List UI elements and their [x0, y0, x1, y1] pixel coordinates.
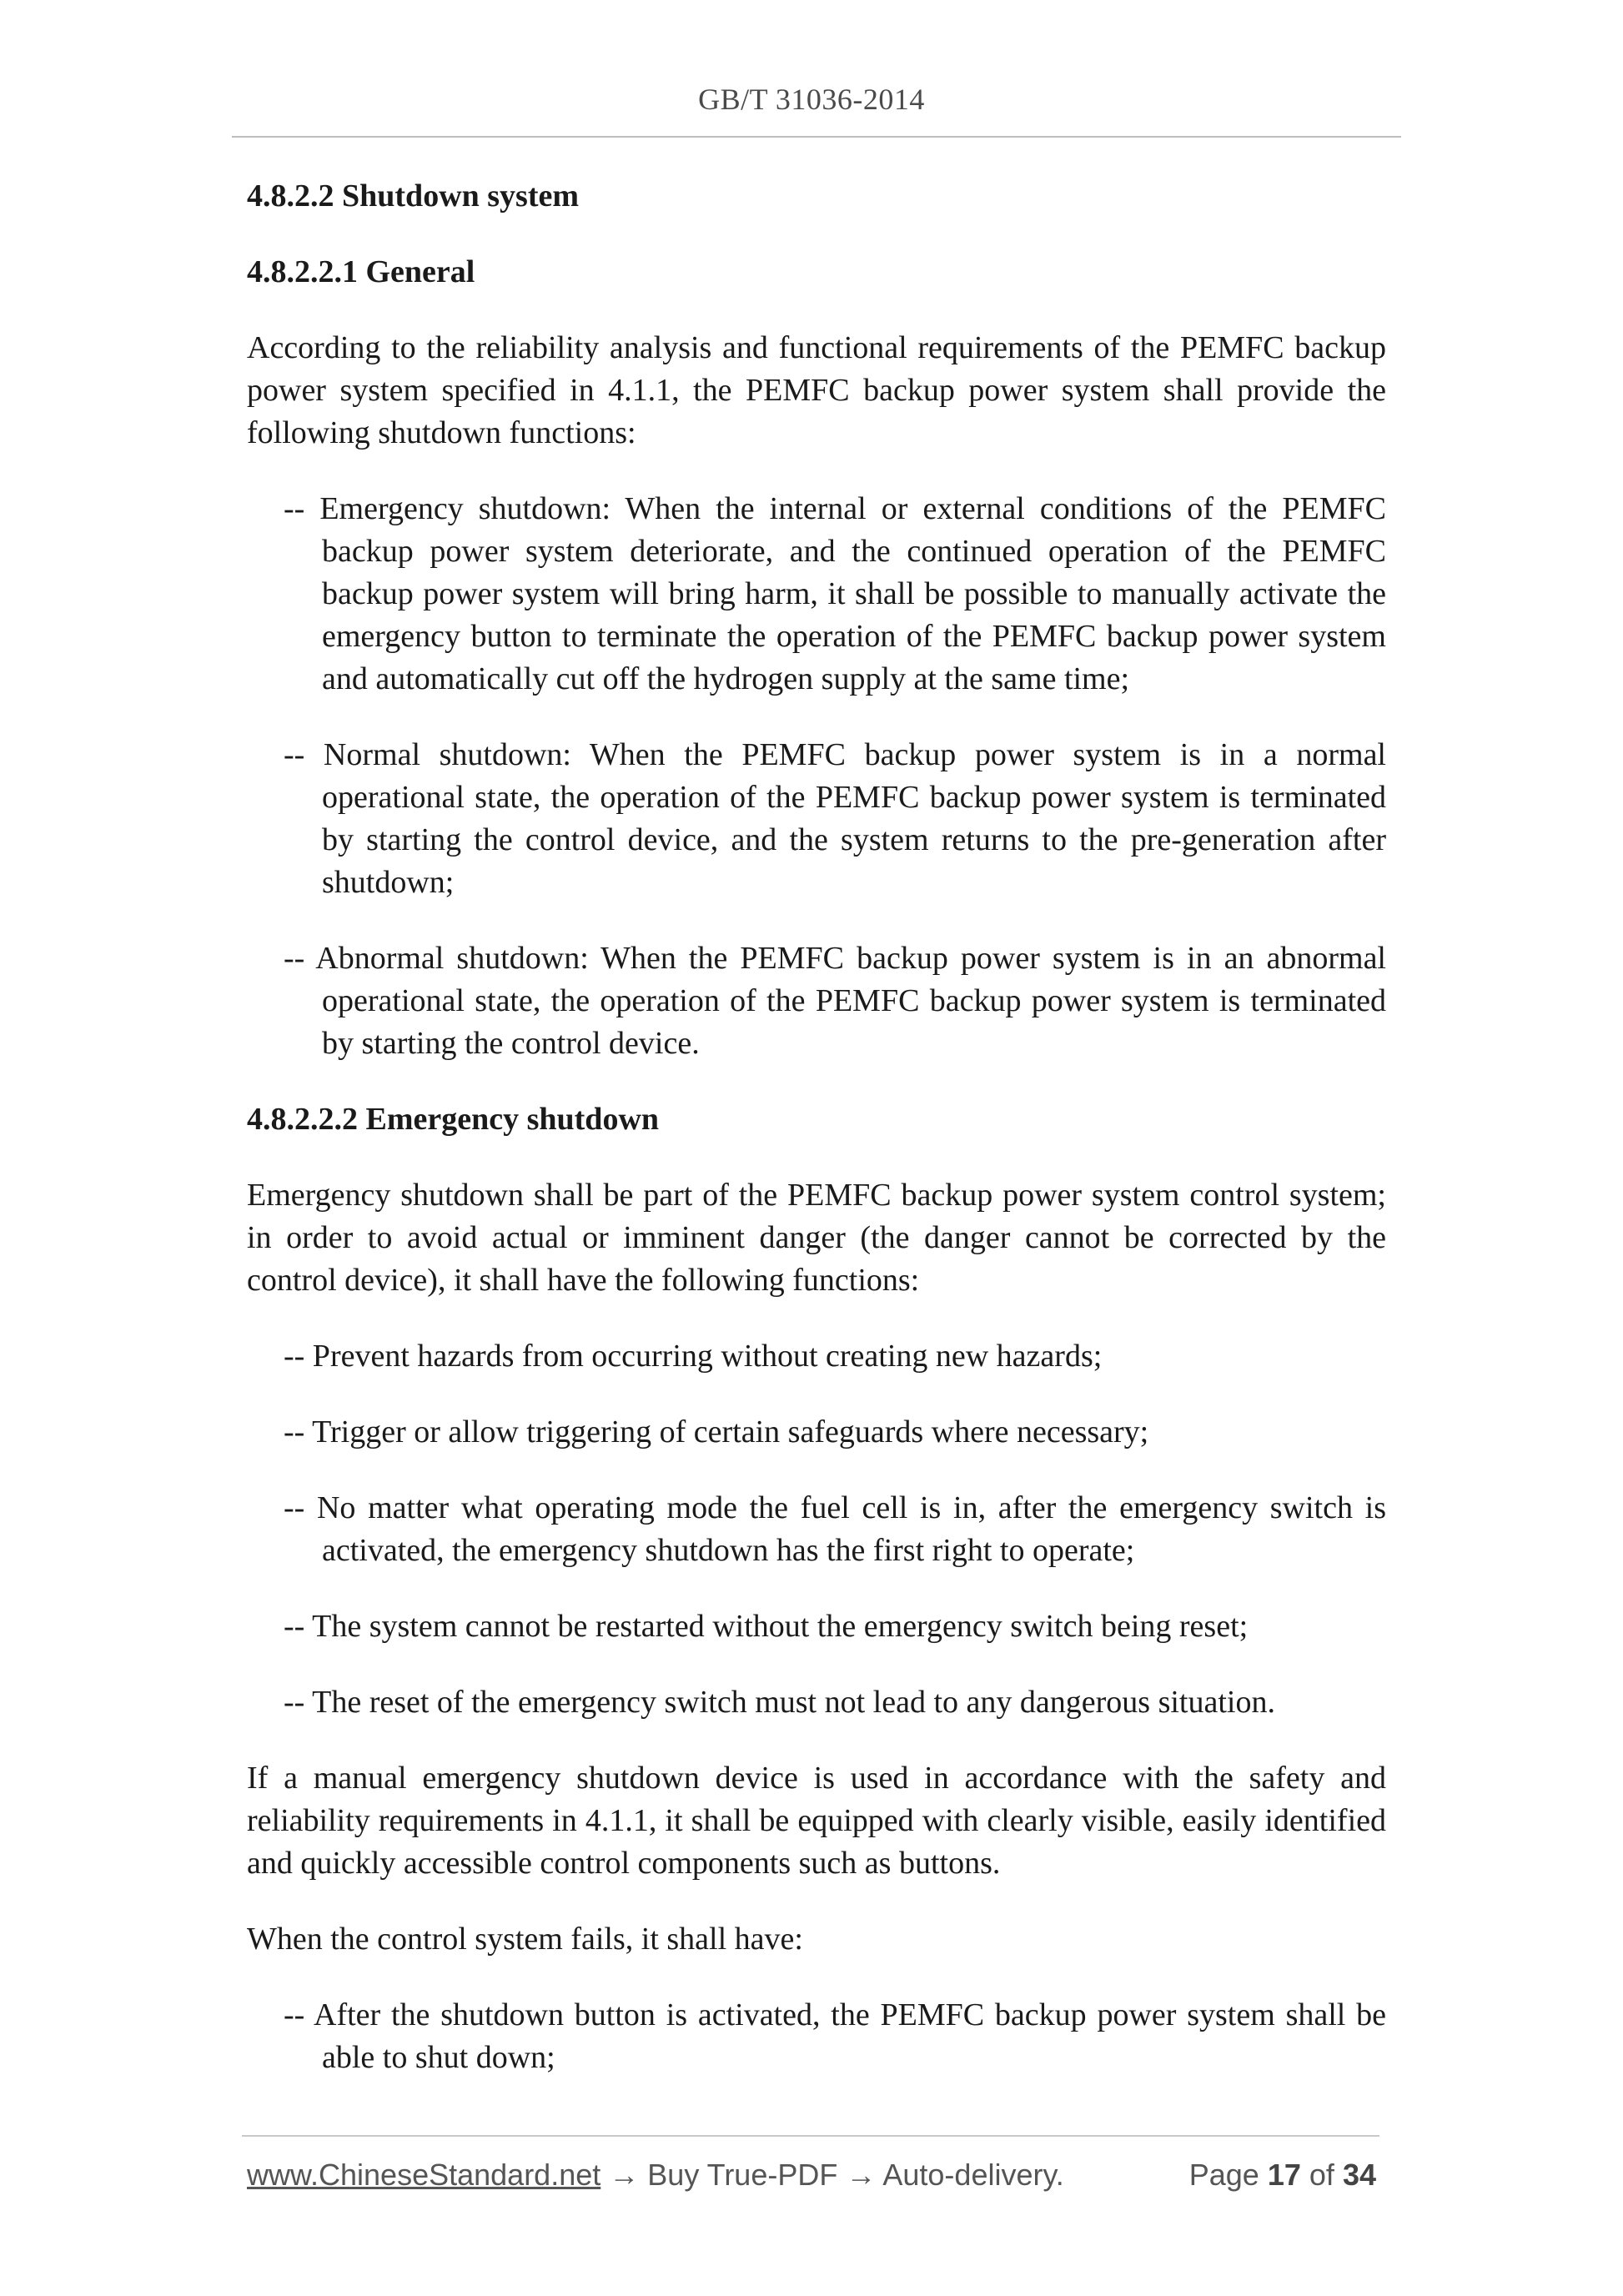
- page-of: of: [1309, 2158, 1334, 2192]
- list-item-reset-safe: -- The reset of the emergency switch must not lead to any dangerous situation.: [284, 1685, 1275, 1720]
- footer-promo: [247, 2158, 1064, 2193]
- header-divider: [232, 136, 1401, 138]
- footer-divider: [242, 2135, 1379, 2137]
- document-body: [247, 175, 1386, 2113]
- subsection-heading-emergency: 4.8.2.2.2 Emergency shutdown: [247, 1102, 660, 1137]
- section-heading: 4.8.2.2 Shutdown system: [247, 178, 580, 214]
- paragraph-manual-device: If a manual emergency shutdown device is used in accordance with the safety and reliability requirements in 4.1.1, it shall be equipped with clearly visible, easily identified and quickly accessible control components such as buttons.: [247, 1761, 1386, 1881]
- arrow-icon: →: [609, 2158, 640, 2192]
- subsection-heading-general: 4.8.2.2.1 General: [247, 254, 475, 289]
- paragraph-control-fails: When the control system fails, it shall have:: [247, 1922, 803, 1957]
- list-item-emergency-shutdown: -- Emergency shutdown: When the internal or external conditions of the PEMFC backup power system deteriorate, and the continued operation of the PEMFC backup power system will bring harm, it shall be possible to manually activate the emergency button to terminate the operation of the PEMFC backup power system and automatically cut off the hydrogen supply at the same time;: [284, 491, 1386, 696]
- list-item-normal-shutdown: -- Normal shutdown: When the PEMFC backup power system is in a normal operational state, the operation of the PEMFC backup power system is terminated by starting the control device, and the system returns to the pre-generation after shutdown;: [284, 737, 1386, 900]
- list-item-prevent-hazards: -- Prevent hazards from occurring without creating new hazards;: [284, 1339, 1103, 1374]
- running-header: GB/T 31036-2014: [698, 83, 925, 116]
- list-item-shutdown-button: -- After the shutdown button is activated, the PEMFC backup power system shall be able to shut down;: [284, 1997, 1386, 2075]
- arrow-icon: →: [846, 2158, 877, 2192]
- list-item-trigger-safeguards: -- Trigger or allow triggering of certain safeguards where necessary;: [284, 1414, 1149, 1449]
- delivery-text: Auto-delivery.: [882, 2158, 1064, 2192]
- buy-text: Buy True-PDF: [647, 2158, 838, 2192]
- page-current: 17: [1267, 2158, 1301, 2192]
- list-item-first-right: -- No matter what operating mode the fuel cell is in, after the emergency switch is activated, the emergency shutdown has the first right to operate;: [284, 1490, 1386, 1568]
- page-number: [1189, 2158, 1376, 2193]
- list-item-abnormal-shutdown: -- Abnormal shutdown: When the PEMFC backup power system is in an abnormal operational state, the operation of the PEMFC backup power system is terminated by starting the control device.: [284, 941, 1386, 1061]
- list-item-no-restart: -- The system cannot be restarted without the emergency switch being reset;: [284, 1609, 1249, 1644]
- page-label: Page: [1188, 2158, 1259, 2192]
- paragraph-emergency: Emergency shutdown shall be part of the PEMFC backup power system control system; in order to avoid actual or imminent danger (the danger cannot be corrected by the control device), it shall have the following functions:: [247, 1178, 1386, 1298]
- paragraph-intro: According to the reliability analysis and functional requirements of the PEMFC backup power system specified in 4.1.1, the PEMFC backup power system shall provide the following shutdown functions:: [247, 330, 1386, 450]
- website-link[interactable]: www.ChineseStandard.net: [247, 2158, 601, 2192]
- page-total: 34: [1342, 2158, 1376, 2192]
